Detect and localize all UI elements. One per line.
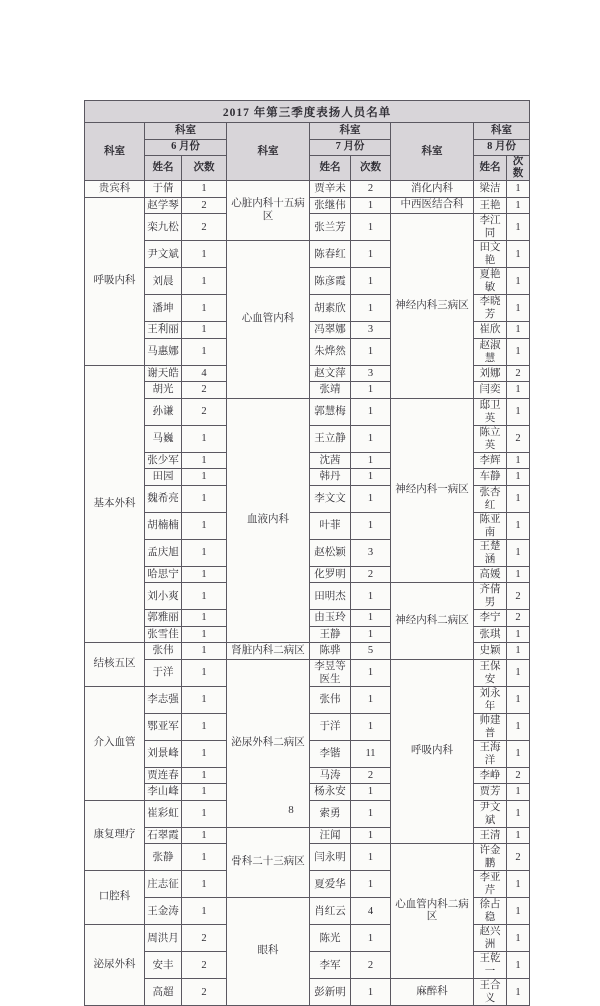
- count-cell: 1: [351, 800, 391, 827]
- dept-cell: 心血管内科二病区: [391, 844, 474, 979]
- name-cell: 彭新明: [310, 979, 351, 1006]
- name-cell: 王艳: [474, 197, 507, 214]
- header-cell: 科室: [310, 123, 391, 140]
- count-cell: 1: [182, 844, 227, 871]
- count-cell: 1: [351, 626, 391, 643]
- dept-cell: 介入血管: [85, 686, 145, 800]
- name-cell: 田文艳: [474, 241, 507, 268]
- name-cell: 帅建普: [474, 713, 507, 740]
- name-cell: 于洋: [310, 713, 351, 740]
- name-cell: 赵松颖: [310, 539, 351, 566]
- name-cell: 李亚芹: [474, 871, 507, 898]
- page-number: 8: [288, 804, 294, 816]
- count-cell: 1: [182, 800, 227, 827]
- count-cell: 2: [351, 566, 391, 583]
- name-cell: 闫奕: [474, 382, 507, 399]
- count-cell: 11: [351, 740, 391, 767]
- count-cell: 2: [182, 382, 227, 399]
- name-cell: 张杏红: [474, 485, 507, 512]
- dept-cell: 血液内科: [227, 398, 310, 643]
- count-cell: 1: [507, 485, 530, 512]
- name-cell: 孙谦: [145, 398, 182, 425]
- name-cell: 夏艳敏: [474, 268, 507, 295]
- dept-cell: 呼吸内科: [391, 659, 474, 844]
- name-cell: 齐倩男: [474, 583, 507, 610]
- dept-cell: 泌尿外科: [85, 925, 145, 1006]
- count-cell: 2: [507, 365, 530, 382]
- count-cell: 1: [351, 197, 391, 214]
- count-cell: 1: [351, 452, 391, 469]
- name-cell: 王利丽: [145, 322, 182, 339]
- count-cell: 1: [351, 583, 391, 610]
- name-cell: 马涛: [310, 767, 351, 784]
- name-cell: 鄂亚军: [145, 713, 182, 740]
- count-cell: 1: [507, 566, 530, 583]
- count-cell: 1: [507, 214, 530, 241]
- header-cell: 7 月份: [310, 139, 391, 156]
- name-cell: 谢天皓: [145, 365, 182, 382]
- name-cell: 张伟: [310, 686, 351, 713]
- name-cell: 刘小爽: [145, 583, 182, 610]
- count-cell: 1: [182, 539, 227, 566]
- name-cell: 刘晨: [145, 268, 182, 295]
- count-cell: 1: [507, 398, 530, 425]
- header-cell: 科室: [85, 123, 145, 181]
- count-cell: 1: [182, 566, 227, 583]
- name-cell: 陈骅: [310, 643, 351, 660]
- count-cell: 1: [351, 241, 391, 268]
- count-cell: 2: [182, 979, 227, 1006]
- name-cell: 于洋: [145, 659, 182, 686]
- name-cell: 夏爱华: [310, 871, 351, 898]
- count-cell: 1: [182, 452, 227, 469]
- count-cell: 1: [182, 898, 227, 925]
- count-cell: 1: [507, 512, 530, 539]
- name-cell: 索勇: [310, 800, 351, 827]
- count-cell: 1: [351, 398, 391, 425]
- name-cell: 安丰: [145, 952, 182, 979]
- name-cell: 崔彩虹: [145, 800, 182, 827]
- name-cell: 李峥: [474, 767, 507, 784]
- count-cell: 1: [507, 800, 530, 827]
- header-cell: 姓名: [145, 156, 182, 181]
- count-cell: 1: [182, 583, 227, 610]
- name-cell: 张静: [145, 844, 182, 871]
- name-cell: 冯翠娜: [310, 322, 351, 339]
- count-cell: 2: [351, 767, 391, 784]
- count-cell: 1: [507, 713, 530, 740]
- count-cell: 4: [182, 365, 227, 382]
- name-cell: 王金涛: [145, 898, 182, 925]
- name-cell: 魏希亮: [145, 485, 182, 512]
- count-cell: 1: [182, 322, 227, 339]
- name-cell: 高媛: [474, 566, 507, 583]
- count-cell: 1: [507, 539, 530, 566]
- count-cell: 1: [351, 214, 391, 241]
- name-cell: 张少军: [145, 452, 182, 469]
- name-cell: 尹文斌: [145, 241, 182, 268]
- header-cell: 6 月份: [145, 139, 227, 156]
- count-cell: 1: [182, 512, 227, 539]
- name-cell: 贾连春: [145, 767, 182, 784]
- name-cell: 李江同: [474, 214, 507, 241]
- name-cell: 王海洋: [474, 740, 507, 767]
- name-cell: 马巍: [145, 425, 182, 452]
- name-cell: 韩丹: [310, 469, 351, 486]
- name-cell: 李文文: [310, 485, 351, 512]
- header-cell: 姓名: [474, 156, 507, 181]
- count-cell: 3: [351, 365, 391, 382]
- count-cell: 1: [182, 643, 227, 660]
- count-cell: 1: [351, 512, 391, 539]
- name-cell: 王楚涵: [474, 539, 507, 566]
- name-cell: 崔欣: [474, 322, 507, 339]
- count-cell: 1: [507, 452, 530, 469]
- count-cell: 2: [507, 425, 530, 452]
- dept-cell: 肾脏内科二病区: [227, 643, 310, 660]
- count-cell: 1: [351, 871, 391, 898]
- count-cell: 1: [507, 784, 530, 801]
- name-cell: 史颖: [474, 643, 507, 660]
- name-cell: 王清: [474, 827, 507, 844]
- name-cell: 李军: [310, 952, 351, 979]
- header-cell: 次数: [507, 156, 530, 181]
- count-cell: 1: [351, 469, 391, 486]
- count-cell: 1: [507, 686, 530, 713]
- name-cell: 王静: [310, 626, 351, 643]
- name-cell: 朱烨然: [310, 338, 351, 365]
- count-cell: 1: [182, 268, 227, 295]
- dept-cell: 骨科二十三病区: [227, 827, 310, 898]
- count-cell: 2: [182, 197, 227, 214]
- count-cell: 1: [182, 626, 227, 643]
- dept-cell: 神经内科一病区: [391, 398, 474, 583]
- count-cell: 3: [351, 322, 391, 339]
- name-cell: 胡素欣: [310, 295, 351, 322]
- dept-cell: 神经内科三病区: [391, 214, 474, 399]
- name-cell: 庄志征: [145, 871, 182, 898]
- name-cell: 张继伟: [310, 197, 351, 214]
- count-cell: 1: [351, 485, 391, 512]
- count-cell: 1: [507, 382, 530, 399]
- name-cell: 邸卫英: [474, 398, 507, 425]
- name-cell: 李昱等医生: [310, 659, 351, 686]
- name-cell: 张兰芳: [310, 214, 351, 241]
- count-cell: 1: [351, 844, 391, 871]
- dept-cell: 康复理疗: [85, 800, 145, 871]
- count-cell: 1: [351, 827, 391, 844]
- name-cell: 于倩: [145, 181, 182, 198]
- count-cell: 1: [182, 827, 227, 844]
- count-cell: 1: [507, 295, 530, 322]
- name-cell: 化罗明: [310, 566, 351, 583]
- count-cell: 1: [351, 295, 391, 322]
- name-cell: 李山峰: [145, 784, 182, 801]
- dept-cell: 眼科: [227, 898, 310, 1006]
- count-cell: 1: [507, 322, 530, 339]
- count-cell: 1: [507, 898, 530, 925]
- name-cell: 周洪月: [145, 925, 182, 952]
- name-cell: 石翠霞: [145, 827, 182, 844]
- count-cell: 1: [507, 181, 530, 198]
- name-cell: 李锴: [310, 740, 351, 767]
- count-cell: 2: [182, 398, 227, 425]
- count-cell: 1: [351, 382, 391, 399]
- header-cell: 科室: [474, 123, 530, 140]
- count-cell: 2: [351, 181, 391, 198]
- count-cell: 1: [351, 338, 391, 365]
- name-cell: 汪闻: [310, 827, 351, 844]
- count-cell: 2: [182, 952, 227, 979]
- name-cell: 胡光: [145, 382, 182, 399]
- count-cell: 2: [507, 583, 530, 610]
- count-cell: 1: [507, 643, 530, 660]
- name-cell: 陈亚南: [474, 512, 507, 539]
- count-cell: 1: [182, 295, 227, 322]
- name-cell: 郭慧梅: [310, 398, 351, 425]
- name-cell: 赵学琴: [145, 197, 182, 214]
- table-row: [85, 398, 530, 425]
- header-cell: 科室: [391, 123, 474, 181]
- name-cell: 陈光: [310, 925, 351, 952]
- count-cell: 1: [507, 626, 530, 643]
- count-cell: 5: [351, 643, 391, 660]
- header-cell: 次数: [182, 156, 227, 181]
- count-cell: 1: [351, 979, 391, 1006]
- count-cell: 1: [351, 610, 391, 627]
- name-cell: 潘坤: [145, 295, 182, 322]
- dept-cell: 基本外科: [85, 365, 145, 643]
- dept-cell: 泌尿外科二病区: [227, 659, 310, 827]
- name-cell: 由玉玲: [310, 610, 351, 627]
- table-title-row: [85, 101, 530, 123]
- name-cell: 哈思宁: [145, 566, 182, 583]
- name-cell: 郭雅丽: [145, 610, 182, 627]
- name-cell: 王立静: [310, 425, 351, 452]
- count-cell: 1: [507, 925, 530, 952]
- name-cell: 赵淑慧: [474, 338, 507, 365]
- dept-cell: 结核五区: [85, 643, 145, 687]
- count-cell: 2: [351, 952, 391, 979]
- name-cell: 车静: [474, 469, 507, 486]
- count-cell: 1: [351, 268, 391, 295]
- count-cell: 1: [182, 610, 227, 627]
- dept-cell: 心脏内科十五病区: [227, 181, 310, 241]
- name-cell: 贾辛未: [310, 181, 351, 198]
- name-cell: 胡楠楠: [145, 512, 182, 539]
- name-cell: 孟庆旭: [145, 539, 182, 566]
- count-cell: 2: [507, 610, 530, 627]
- header-cell: 姓名: [310, 156, 351, 181]
- name-cell: 许金鹏: [474, 844, 507, 871]
- count-cell: 1: [182, 338, 227, 365]
- dept-cell: 呼吸内科: [85, 197, 145, 365]
- count-cell: 1: [507, 952, 530, 979]
- name-cell: 刘永年: [474, 686, 507, 713]
- count-cell: 1: [182, 181, 227, 198]
- count-cell: 1: [507, 979, 530, 1006]
- count-cell: 1: [182, 241, 227, 268]
- dept-cell: 中西医结合科: [391, 197, 474, 214]
- name-cell: 王合义: [474, 979, 507, 1006]
- name-cell: 刘娜: [474, 365, 507, 382]
- count-cell: 1: [182, 871, 227, 898]
- dept-cell: 麻醉科: [391, 979, 474, 1006]
- dept-cell: 消化内科: [391, 181, 474, 198]
- count-cell: 2: [182, 214, 227, 241]
- count-cell: 1: [182, 784, 227, 801]
- name-cell: 李晓芳: [474, 295, 507, 322]
- count-cell: 1: [507, 469, 530, 486]
- name-cell: 刘景峰: [145, 740, 182, 767]
- table-title: 2017 年第三季度表扬人员名单: [85, 101, 530, 123]
- count-cell: 1: [351, 686, 391, 713]
- count-cell: 3: [351, 539, 391, 566]
- name-cell: 陈立英: [474, 425, 507, 452]
- name-cell: 田明杰: [310, 583, 351, 610]
- name-cell: 沈茜: [310, 452, 351, 469]
- scanned-page: [84, 100, 525, 1006]
- dept-cell: 心血管内科: [227, 241, 310, 399]
- table-row: [85, 181, 530, 198]
- count-cell: 1: [507, 197, 530, 214]
- name-cell: 张伟: [145, 643, 182, 660]
- name-cell: 李辉: [474, 452, 507, 469]
- count-cell: 1: [351, 713, 391, 740]
- commendation-table: [84, 100, 530, 1006]
- name-cell: 李宁: [474, 610, 507, 627]
- table-row: [85, 659, 530, 686]
- count-cell: 1: [351, 425, 391, 452]
- name-cell: 张雪佳: [145, 626, 182, 643]
- count-cell: 4: [351, 898, 391, 925]
- count-cell: 1: [507, 740, 530, 767]
- name-cell: 张靖: [310, 382, 351, 399]
- count-cell: 1: [507, 827, 530, 844]
- header-cell: 科室: [227, 123, 310, 181]
- name-cell: 栾九松: [145, 214, 182, 241]
- header-cell: 8 月份: [474, 139, 530, 156]
- count-cell: 1: [507, 659, 530, 686]
- dept-cell: 神经内科二病区: [391, 583, 474, 660]
- name-cell: 高超: [145, 979, 182, 1006]
- name-cell: 叶菲: [310, 512, 351, 539]
- count-cell: 2: [507, 767, 530, 784]
- name-cell: 梁洁: [474, 181, 507, 198]
- name-cell: 尹文斌: [474, 800, 507, 827]
- name-cell: 贾芳: [474, 784, 507, 801]
- dept-cell: 贵宾科: [85, 181, 145, 198]
- name-cell: 陈春红: [310, 241, 351, 268]
- dept-cell: 口腔科: [85, 871, 145, 925]
- count-cell: 1: [182, 659, 227, 686]
- count-cell: 1: [182, 686, 227, 713]
- name-cell: 闫永明: [310, 844, 351, 871]
- count-cell: 1: [507, 871, 530, 898]
- count-cell: 1: [182, 713, 227, 740]
- count-cell: 1: [182, 485, 227, 512]
- name-cell: 陈彦霞: [310, 268, 351, 295]
- count-cell: 2: [507, 844, 530, 871]
- count-cell: 1: [507, 241, 530, 268]
- header-row-1: [85, 123, 530, 140]
- count-cell: 1: [182, 469, 227, 486]
- name-cell: 杨永安: [310, 784, 351, 801]
- name-cell: 赵兴洲: [474, 925, 507, 952]
- count-cell: 1: [351, 784, 391, 801]
- name-cell: 李志强: [145, 686, 182, 713]
- name-cell: 田园: [145, 469, 182, 486]
- count-cell: 1: [182, 740, 227, 767]
- count-cell: 1: [351, 925, 391, 952]
- name-cell: 赵文萍: [310, 365, 351, 382]
- count-cell: 1: [182, 767, 227, 784]
- count-cell: 1: [507, 268, 530, 295]
- count-cell: 1: [182, 425, 227, 452]
- count-cell: 2: [182, 925, 227, 952]
- header-cell: 次数: [351, 156, 391, 181]
- name-cell: 马惠娜: [145, 338, 182, 365]
- name-cell: 肖红云: [310, 898, 351, 925]
- count-cell: 1: [351, 659, 391, 686]
- name-cell: 徐占稳: [474, 898, 507, 925]
- name-cell: 张琪: [474, 626, 507, 643]
- name-cell: 王乾一: [474, 952, 507, 979]
- header-cell: 科室: [145, 123, 227, 140]
- name-cell: 王保安: [474, 659, 507, 686]
- count-cell: 1: [507, 338, 530, 365]
